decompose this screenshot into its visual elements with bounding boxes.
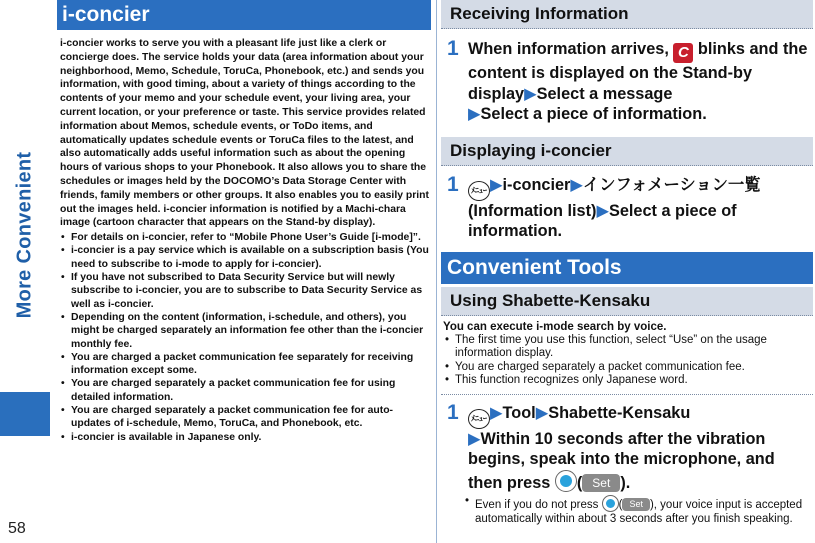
chapter-marker [0, 392, 50, 436]
note-item: • The first time you use this function, select “Use” on the usage information display. [441, 334, 813, 361]
shabette-kensaku-header: Using Shabette-Kensaku [441, 287, 813, 316]
step-number: 1 [447, 37, 459, 60]
receiving-information-header: Receiving Information [441, 0, 813, 29]
center-key-icon [602, 495, 619, 512]
step-text: Select a piece of information. [468, 201, 737, 240]
shabette-step: 1 ﾒﾆｭｰ ▶Tool▶Shabette-Kensaku ▶Within 10 seconds after the vibration begins, speak into the microphone, and then press ( Set ). [447, 400, 775, 492]
dotted-divider [441, 394, 813, 395]
step-text: Within 10 seconds after the vibration begins, speak into the microphone, and then press [468, 429, 775, 492]
step-text: i-concier [502, 175, 571, 194]
chapter-label: More Convenient [13, 151, 36, 319]
menu-key-icon: ﾒﾆｭｰ [468, 409, 490, 429]
arrow-icon: ▶ [596, 201, 609, 220]
step-text: Select a message [536, 84, 673, 103]
arrow-icon: ▶ [570, 175, 583, 194]
step-text: Tool [502, 403, 536, 422]
step-text: Select a piece of information. [480, 105, 707, 123]
displaying-i-concier-header: Displaying i-concier [441, 137, 813, 166]
step-text: When information arrives, [468, 40, 669, 58]
step-text: blinks and the content is displayed on the Stand-by display [468, 40, 808, 103]
arrow-icon: ▶ [468, 429, 481, 448]
arrow-icon: ▶ [490, 403, 503, 422]
center-key-icon [555, 470, 577, 492]
note-item: • i-concier is a pay service which is available on a subscription basis (You need to subscribe to i-mode to apply for i-concier). [57, 244, 431, 271]
note-item: • You are charged separately a packet communication fee for using detailed information. [57, 377, 431, 404]
i-concier-notes [57, 231, 431, 444]
arrow-icon: ▶ [524, 84, 537, 103]
note-item: • For details on i-concier, refer to “Mobile Phone User’s Guide [i-mode]”. [57, 231, 431, 244]
shabette-notes [441, 334, 813, 388]
arrow-icon: ▶ [468, 105, 481, 123]
note-item: • This function recognizes only Japanese word. [441, 374, 813, 388]
shabette-intro: You can execute i-mode search by voice. [443, 320, 667, 333]
displaying-step [441, 172, 813, 242]
column-divider [436, 0, 437, 543]
i-concier-title: i-concier [57, 0, 431, 30]
right-column [441, 0, 813, 527]
i-concier-icon: C [673, 43, 693, 63]
convenient-tools-title: Convenient Tools [441, 252, 813, 284]
menu-key-icon: ﾒﾆｭｰ [468, 181, 490, 201]
arrow-icon: ▶ [535, 403, 549, 422]
side-tab [0, 0, 50, 543]
note-item: • i-concier is available in Japanese only. [57, 431, 431, 444]
set-softkey-icon: Set [582, 474, 620, 492]
step-number: 1 [447, 400, 459, 424]
i-concier-paragraph: i-concier works to serve you with a pleasant life just like a clerk or concierge does. The service holds your data (area information about your neighborhood, Memo, Schedule, ToruCa, Phonebook, etc.) and sends you information, with good timing, about a variety of things according to the contents of your memo and your schedule event, your living area, your current location, or your preference or taste. This service provides related information about Memos, schedule events, or ToDo items, and automatically updates schedule events or ToruCa files to the latest, and also automatically adds useful information such as about the opening hours of various shops to your Phonebook. It also allows you to share the schedules or images held by the DOCOMO’s Data Storage Center with friends, family members or other groups. It also enables you to easily print out the images held. i-concier information is notified by a Machi-chara image (cartoon character that appears on the Stand-by display). [60, 38, 429, 229]
step-number: 1 [447, 172, 459, 196]
note-item: • You are charged a packet communication fee separately for receiving information except some. [57, 351, 431, 378]
arrow-icon: ▶ [490, 175, 503, 194]
note-item: • You are charged separately a packet communication fee. [441, 361, 813, 375]
page-number: 58 [8, 520, 26, 537]
receiving-step [441, 39, 813, 125]
left-column [57, 0, 431, 444]
note-item: • You are charged separately a packet communication fee for auto-updates of i-schedule, Memo, ToruCa, and Phonebook, etc. [57, 404, 431, 431]
note-item: • If you have not subscribed to Data Security Service but will newly subscribe to i-concier, you are to subscribe to Data Security Service as well as i-concier. [57, 271, 431, 311]
step-text: インフォメーション一覧 (Information list) [468, 175, 761, 220]
note-item: • Depending on the content (information, i-schedule, and others), you might be charged separately an information fee other than the i-concier monthly fee. [57, 311, 431, 351]
shabette-step-note [441, 495, 813, 526]
note-item: • Even if you do not press ( Set ), your voice input is accepted automatically within about 3 seconds after you finish speaking. [461, 495, 813, 526]
step-text: Shabette-Kensaku [548, 403, 691, 422]
set-softkey-icon: Set [622, 498, 650, 511]
